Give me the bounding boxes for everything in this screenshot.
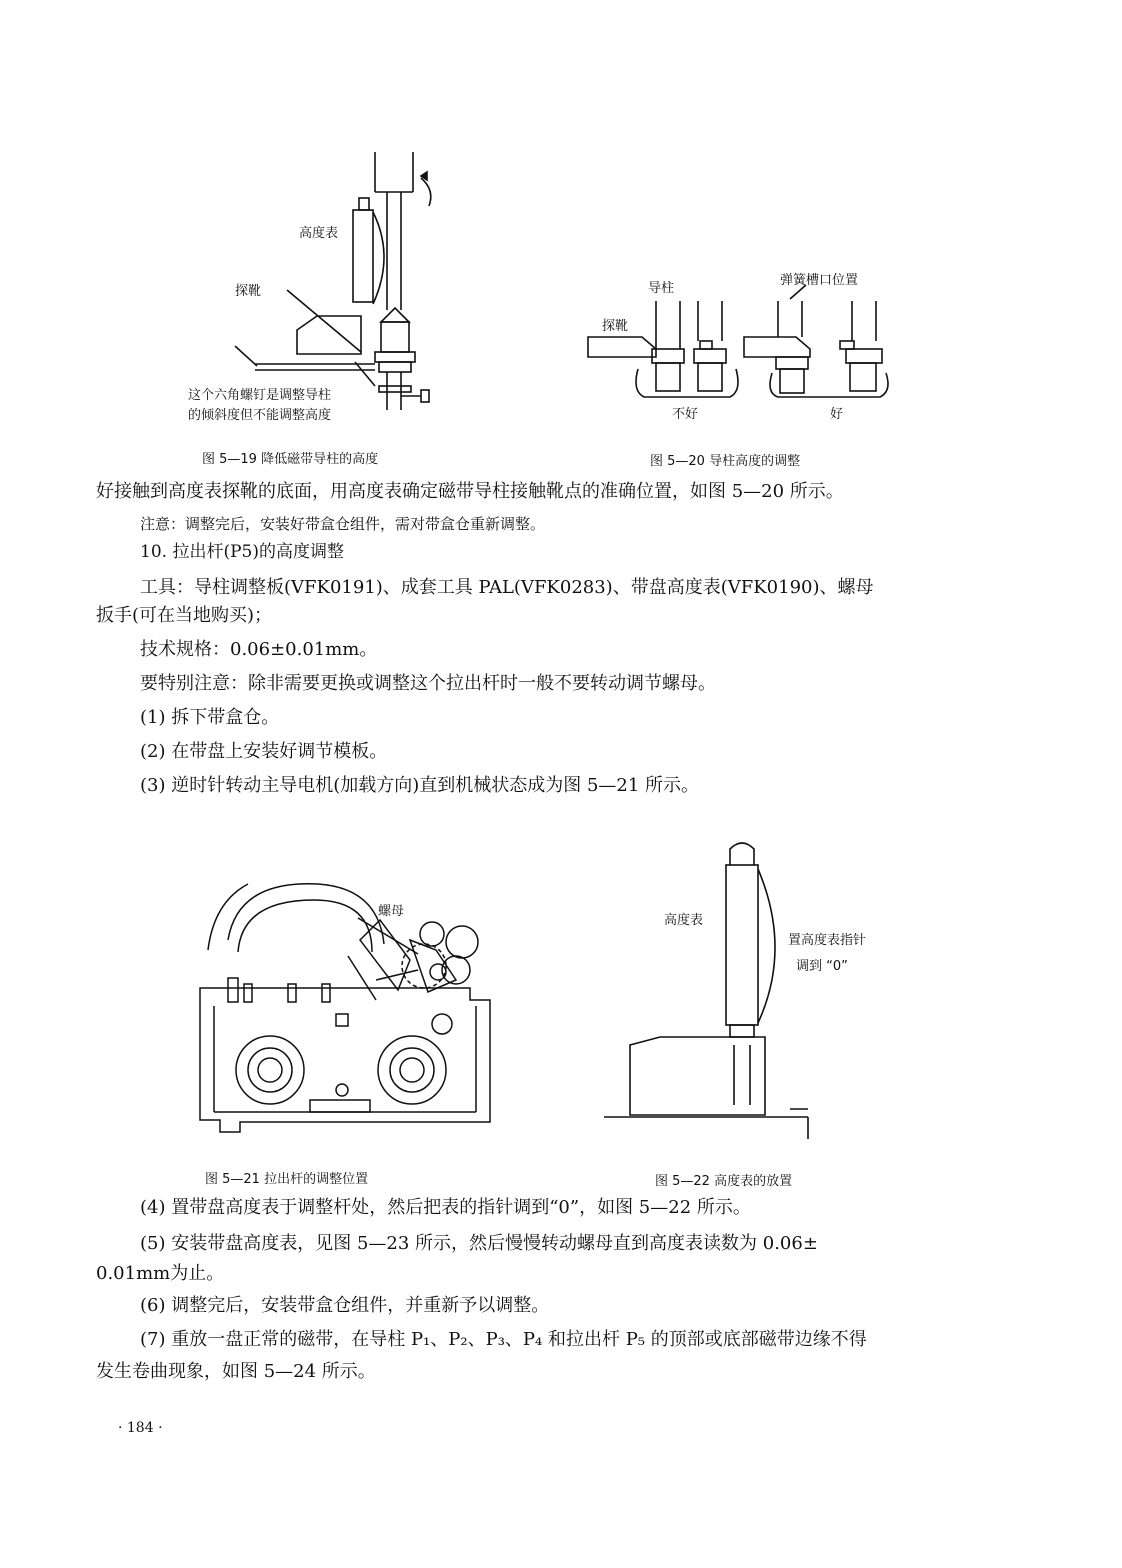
text-step-2: (2) 在带盘上安装好调节模板。 [140, 741, 388, 762]
label-height-gauge: 高度表 [664, 913, 704, 928]
figure-5-21 [180, 880, 510, 1140]
figure-5-20-drawing [580, 265, 900, 425]
text-line-contact: 好接触到高度表探靴的底面，用高度表确定磁带导柱接触靴点的准确位置，如图 5—20 所示。 [96, 481, 844, 502]
label-set-pointer-line2: 调到 “0” [796, 959, 848, 974]
figure-5-21-drawing [180, 880, 510, 1140]
text-note-adjust: 注意：调整完后，安装好带盒仓组件，需对带盒仓重新调整。 [140, 515, 546, 533]
label-good: 好 [830, 407, 844, 422]
label-probe-shoe: 探靴 [602, 319, 629, 334]
note-hex-screw-line2: 的倾斜度但不能调整高度 [188, 408, 332, 423]
text-step-7-line1: (7) 重放一盘正常的磁带，在导柱 P₁、P₂、P₃、P₄ 和拉出杆 P₅ 的顶部或底部磁带边缘不得 [140, 1329, 867, 1350]
text-step-1: (1) 拆下带盒仓。 [140, 707, 280, 728]
caption-figure-5-19: 图 5—19 降低磁带导柱的高度 [202, 452, 379, 467]
label-nut: 螺母 [378, 904, 405, 919]
label-height-gauge: 高度表 [299, 226, 339, 241]
text-step-6: (6) 调整完后，安装带盒仓组件，并重新予以调整。 [140, 1295, 550, 1316]
label-probe-shoe: 探靴 [235, 284, 262, 299]
caption-figure-5-21: 图 5—21 拉出杆的调整位置 [205, 1172, 369, 1187]
text-tools-line1: 工具：导柱调整板(VFK0191)、成套工具 PAL(VFK0283)、带盘高度表(VFK0190)、螺母 [140, 577, 874, 598]
text-tools-line2: 扳手(可在当地购买)； [96, 605, 273, 626]
text-step-7-line2: 发生卷曲现象，如图 5—24 所示。 [96, 1361, 376, 1382]
text-spec: 技术规格：0.06±0.01mm。 [140, 639, 378, 660]
figure-5-22-drawing [600, 835, 900, 1145]
caption-figure-5-20: 图 5—20 导柱高度的调整 [650, 454, 801, 469]
figure-5-22 [600, 835, 900, 1145]
figure-5-20 [580, 265, 900, 425]
label-spring-notch-position: 弹簧槽口位置 [780, 273, 859, 288]
note-hex-screw-line1: 这个六角螺钉是调整导柱 [188, 388, 332, 403]
text-step-4: (4) 置带盘高度表于调整杆处，然后把表的指针调到“0”，如图 5—22 所示。 [140, 1197, 751, 1218]
text-warning: 要特别注意：除非需要更换或调整这个拉出杆时一般不要转动调节螺母。 [140, 673, 716, 694]
figure-5-19 [188, 150, 445, 423]
text-step-5-line2: 0.01mm为止。 [96, 1263, 225, 1284]
page-number: · 184 · [118, 1420, 163, 1436]
label-set-pointer-line1: 置高度表指针 [788, 933, 867, 948]
label-bad: 不好 [672, 407, 699, 422]
text-step-5-line1: (5) 安装带盘高度表，见图 5—23 所示，然后慢慢转动螺母直到高度表读数为 0.06± [140, 1233, 818, 1254]
heading-section-10: 10. 拉出杆(P5)的高度调整 [140, 542, 344, 562]
caption-figure-5-22: 图 5—22 高度表的放置 [655, 1174, 793, 1189]
label-guide-post: 导柱 [648, 281, 675, 296]
text-step-3: (3) 逆时针转动主导电机(加载方向)直到机械状态成为图 5—21 所示。 [140, 775, 700, 796]
